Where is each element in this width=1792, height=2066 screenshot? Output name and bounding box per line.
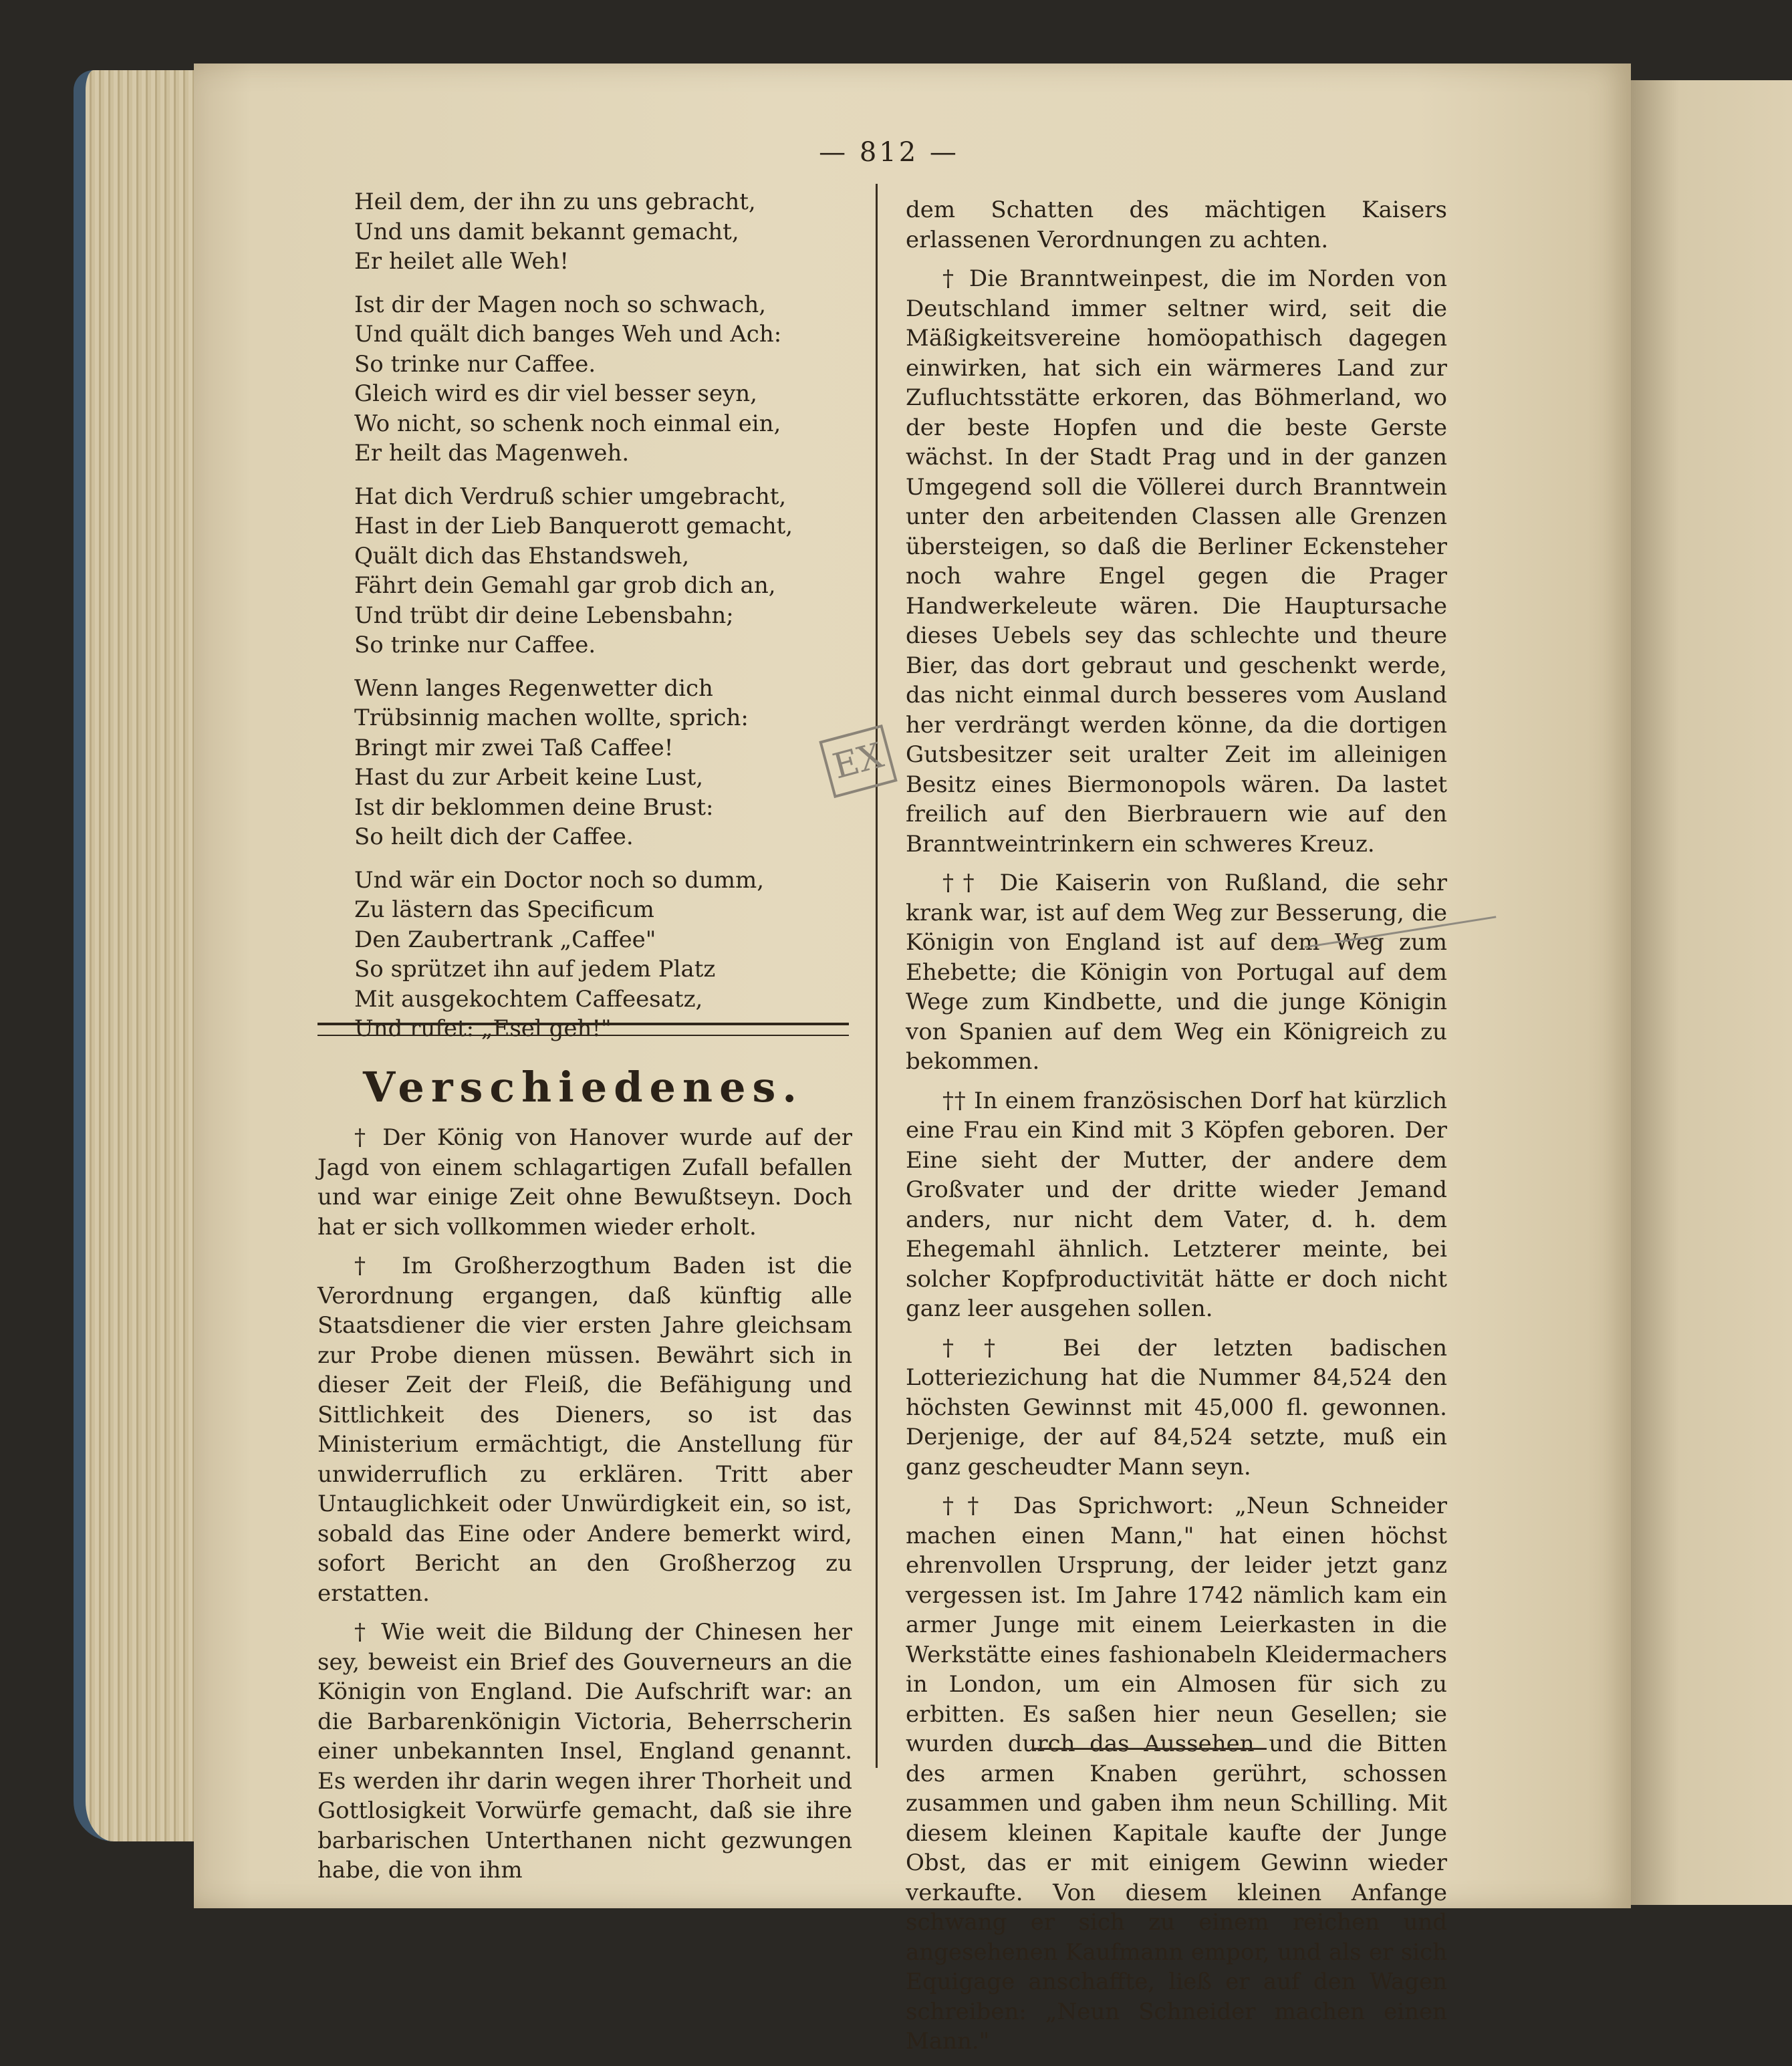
facing-page-edge	[1631, 80, 1792, 1905]
poem-line: Den Zaubertrank „Caffee"	[354, 926, 656, 953]
poem-line: Ist dir der Magen noch so schwach,	[354, 291, 767, 318]
poem-line: So trinke nur Caffee.	[354, 632, 596, 658]
poem-line: Ist dir beklommen deine Brust:	[354, 793, 714, 821]
news-paragraph: †† Das Sprichwort: „Neun Schneider machen einen Mann," hat einen höchst ehrenvollen Ursprung, der leider jetzt ganz vergessen ist. Im Jahre 1742 nämlich kam ein armer Junge mit einem Leierkasten in die Werkstätte eines fashionabeln Kleidermachers in London, um ein Almosen für sich zu erbitten. Es saßen hier neun Gesellen; sie wurden durch das Aussehen und die Bitten des armen Knaben gerührt, schossen zusammen und gaben ihm neun Schilling. Mit diesem kleinen Kapitale kaufte der Junge Obst, das er mit einigem Gewinn wieder verkaufte. Von diesem kleinen Anfange schwang er sich zu einem reichen und angesehenen Kaufmann empor, und als er sich Equigage anschaffte, ließ er auf den Wagen schreiben: „Neun Schneider machen einen Mann."	[906, 1493, 1447, 2055]
poem-stanza-4	[354, 674, 852, 852]
news-paragraph: †† Bei der letzten badischen Lotteriezichung hat die Nummer 84,524 den höchsten Gewinnst mit 45,000 fl. gewonnen. Derjenige, der auf 84,524 setzte, muß ein ganz gescheudter Mann seyn.	[906, 1334, 1447, 1480]
poem-stanza-3	[354, 482, 852, 660]
poem-line: Wo nicht, so schenk noch einmal ein,	[354, 410, 781, 437]
poem-line: Mit ausgekochtem Caffeesatz,	[354, 985, 703, 1013]
poem-line: Er heilt das Magenweh.	[354, 440, 630, 467]
poem-stanza-1	[354, 187, 852, 277]
poem-line: Und rufet: „Esel geh!"	[354, 1015, 612, 1042]
poem-line: So heilt dich der Caffee.	[354, 823, 634, 850]
poem	[317, 187, 852, 1057]
news-paragraph: dem Schatten des mächtigen Kaisers erlassenen Verordnungen zu achten.	[906, 197, 1447, 253]
poem-line: Bringt mir zwei Taß Caffee!	[354, 734, 674, 761]
poem-line: Gleich wird es dir viel besser seyn,	[354, 380, 757, 407]
end-ornament	[1033, 1741, 1267, 1750]
section-heading: Verschiedenes.	[362, 1063, 804, 1112]
poem-line: Hast du zur Arbeit keine Lust,	[354, 764, 704, 791]
column-divider	[876, 184, 878, 1768]
news-paragraph: † Die Branntweinpest, die im Norden von Deutschland immer seltner wird, seit die Mäßigkeitsvereine homöopathisch dagegen einwirken, hat sich ein wärmeres Land zur Zufluchtsstätte erkoren, das Böhmerland, wo der beste Hopfen und die beste Gerste wächst. In der Stadt Prag und in der ganzen Umgegend soll die Völlerei durch Branntwein unter den arbeitenden Classen alle Grenzen übersteigen, so daß die Berliner Eckensteher noch wahre Engel gegen die Prager Handwerkeleute wären. Die Hauptursache dieses Uebels sey das schlechte und theure Bier, das dort gebraut und geschenkt werde, das nicht einmal durch besseres vom Ausland her verdrängt werden könne, da die dortigen Gutsbesitzer seit uralter Zeit im alleinigen Besitz eines Biermonopols wären. Da lastet freilich auf den Bierbrauern wie auf den Branntweintrinkern ein schweres Kreuz.	[906, 265, 1447, 858]
poem-line: Und wär ein Doctor noch so dumm,	[354, 866, 765, 894]
poem-line: Und trübt dir deine Lebensbahn;	[354, 602, 734, 629]
poem-line: Er heilet alle Weh!	[354, 248, 569, 275]
poem-line: Zu lästern das Specificum	[354, 896, 654, 923]
poem-line: Hat dich Verdruß schier umgebracht,	[354, 483, 787, 510]
poem-line: So trinke nur Caffee.	[354, 350, 596, 378]
news-paragraph: † Im Großherzogthum Baden ist die Verordnung ergangen, daß künftig alle Staatsdiener die vier ersten Jahre gleichsam zur Probe dienen müssen. Bewährt sich in dieser Zeit der Fleiß, die Befähigung und Sittlichkeit des Dieners, so ist das Ministerium ermächtigt, die Anstellung für unwiderruflich zu erklären. Tritt aber Untauglichkeit oder Unwürdigkeit ein, so ist, sobald das Eine oder Andere bemerkt wird, sofort Bericht an den Großherzog zu erstatten.	[317, 1253, 852, 1607]
poem-line: Trübsinnig machen wollte, sprich:	[354, 704, 749, 731]
poem-line: Und uns damit bekannt gemacht,	[354, 218, 739, 245]
poem-stanza-2	[354, 290, 852, 469]
poem-line: Hast in der Lieb Banquerott gemacht,	[354, 513, 793, 539]
library-stamp: EX	[819, 725, 897, 798]
poem-line: So sprützet ihn auf jedem Platz	[354, 956, 716, 983]
left-prose	[317, 1123, 852, 1895]
poem-line: Quält dich das Ehstandsweh,	[354, 542, 690, 569]
right-prose	[906, 195, 1447, 2066]
page-number: — 812 —	[819, 137, 959, 168]
poem-line: Heil dem, der ihn zu uns gebracht,	[354, 188, 756, 215]
poem-stanza-5	[354, 866, 852, 1044]
news-paragraph: †† Die Kaiserin von Rußland, die sehr krank war, ist auf dem Weg zur Besserung, die Königin von England ist auf dem Weg zum Ehebette; die Königin von Portugal auf dem Wege zum Kindbette, und die junge Königin von Spanien auf dem Weg ein Königreich zu bekommen.	[906, 870, 1447, 1075]
news-paragraph: † Der König von Hanover wurde auf der Jagd von einem schlagartigen Zufall befallen und war einige Zeit ohne Bewußtseyn. Doch hat er sich vollkommen wieder erholt.	[317, 1124, 852, 1241]
section-rule	[317, 1023, 849, 1036]
poem-line: Fährt dein Gemahl gar grob dich an,	[354, 572, 776, 599]
news-paragraph: † Wie weit die Bildung der Chinesen her sey, beweist ein Brief des Gouverneurs an die Königin von England. Die Aufschrift war: an die Barbarenkönigin Victoria, Beherrscherin einer unbekannten Insel, England genannt. Es werden ihr darin wegen ihrer Thorheit und Gottlosigkeit Vorwürfe gemacht, daß sie ihre barbarischen Unterthanen nicht gezwungen habe, die von ihm	[317, 1619, 852, 1884]
poem-line: Wenn langes Regenwetter dich	[354, 674, 713, 702]
news-paragraph: †† In einem französischen Dorf hat kürzlich eine Frau ein Kind mit 3 Köpfen geboren. Der Eine sieht der Mutter, der andere dem Großvater und der dritte wieder Jemand anders, nur nicht dem Vater, d. h. dem Ehegemahl ähnlich. Letzterer meinte, bei solcher Kopfproductivität hätte er doch nicht ganz leer ausgehen sollen.	[906, 1087, 1447, 1322]
poem-line: Und quält dich banges Weh und Ach:	[354, 321, 782, 348]
